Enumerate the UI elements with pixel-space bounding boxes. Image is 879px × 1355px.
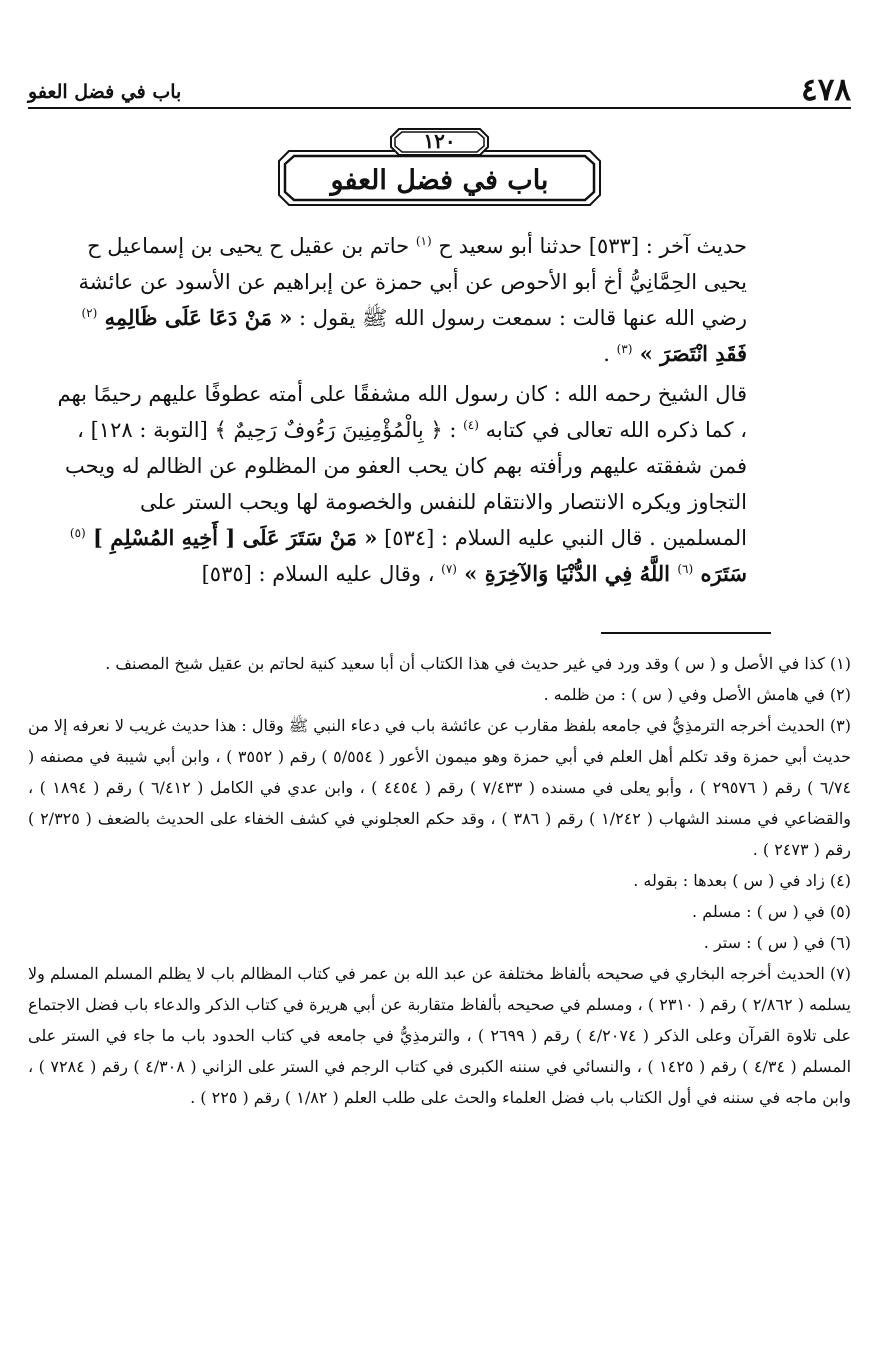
chapter-title: باب في فضل العفو: [330, 165, 549, 196]
hadith-text: فَقَدِ انْتَصَرَ »: [632, 341, 747, 366]
text-run: حديث آخر : [٥٣٣] حدثنا أبو سعيد ح: [431, 234, 747, 258]
paragraph-1: [50, 228, 747, 372]
footnote-separator: [601, 632, 771, 634]
text-run: .: [603, 342, 617, 366]
text-run: : ﴿ بِالْمُؤْمِنِينَ رَءُوفٌ رَحِيمٌ ﴾ [التوبة : ١٢٨] ، فمن شفقته عليهم ورأفته بهم كان يحب العفو من المظلوم عن الظالم له ويحب التجاوز ويكره الانتصار والانتقام للنفس والخصومة لها ويحب الستر على المسلمين . قال النبي عليه السلام : [٥٣٤]: [65, 418, 747, 550]
footnote-ref: (٧): [441, 562, 457, 576]
hadith-text: « مَنْ دَعَا عَلَى ظَالِمِهِ: [97, 305, 293, 330]
footnote-ref: (٦): [677, 562, 694, 576]
chapter-heading-frame: [275, 125, 604, 207]
hadith-text: « مَنْ سَتَرَ عَلَى [ أَخِيهِ المُسْلِمِ ]: [85, 525, 378, 550]
footnote-ref: (١): [415, 234, 432, 248]
footnote-7: (٧) الحديث أخرجه البخاري في صحيحه بألفاظ مختلفة عن عبد الله بن عمر في كتاب المظالم باب لا يظلم المسلم المسلم ولا يسلمه ( ٢/٨٦٢ ) رقم ( ٢٣١٠ ) ، ومسلم في صحيحه بألفاظ متقاربة عن أبي هريرة في كتاب الذكر والدعاء باب فضل الاجتماع على تلاوة القرآن وعلى الذكر ( ٤/٢٠٧٤ ) رقم ( ٢٦٩٩ ) ، والترمذِيُّ في جامعه في كتاب الحدود باب ما جاء في الستر على المسلم ( ٤/٣٤ ) رقم ( ١٤٢٥ ) ، والنسائي في سننه الكبرى في كتاب الرجم في الستر على الزاني ( ٤/٣٠٨ ) رقم ( ٧٢٨٤ ) ، وابن ماجه في سننه في أول الكتاب باب فضل العلماء والحث على طلب العلم ( ١/٨٢ ) رقم ( ٢٢٥ ) .: [28, 964, 852, 1107]
footnote-6: (٦) في ( س ) : ستر .: [703, 933, 851, 952]
footnote-ref: (٣): [616, 342, 633, 356]
footnote-2: (٢) في هامش الأصل وفي ( س ) : من ظلمه .: [543, 685, 851, 704]
running-title: باب في فضل العفو: [28, 81, 182, 103]
paragraph-2: [50, 376, 747, 592]
footnote-ref: (٤): [463, 418, 479, 432]
running-head: [28, 64, 851, 106]
text-run: قال الشيخ رحمه الله : كان رسول الله مشفقًا على أمته عطوفًا عليهم رحيمًا بهم ، كما ذكره الله تعالى في كتابه: [57, 382, 747, 442]
header-rule: [28, 107, 851, 109]
text-run: ، وقال عليه السلام : [٥٣٥]: [201, 562, 442, 586]
footnotes: [28, 648, 851, 1113]
footnote-4: (٤) زاد في ( س ) بعدها : بقوله .: [633, 871, 851, 890]
footnote-ref: (٥): [69, 526, 86, 540]
hadith-text: سَتَرَه: [693, 561, 747, 586]
main-text: [50, 228, 747, 592]
footnote-3: (٣) الحديث أخرجه الترمذِيُّ في جامعه بلفظ مقارب عن عائشة باب في دعاء النبي ﷺ وقال : هذا حديث غريب لا نعرفه إلا من حديث أبي حمزة وقد تكلم أهل العلم في أبي حمزة وهو ميمون الأعور ( ٥/٥٥٤ ) رقم ( ٣٥٥٢ ) ، وابن أبي شيبة في مصنفه ( ٦/٧٤ ) رقم ( ٢٩٥٧٦ ) ، وأبو يعلى في مسنده ( ٧/٤٣٣ ) رقم ( ٤٤٥٤ ) ، وابن عدي في الكامل ( ٦/٤١٢ ) رقم ( ١٨٩٤ ) ، والقضاعي في مسند الشهاب ( ١/٢٤٢ ) رقم ( ٣٨٦ ) ، وقد حكم العجلوني في كشف الخفاء على الحديث بالضعف ( ٢/٣٢٥ ) رقم ( ٢٤٧٣ ) .: [28, 716, 852, 859]
footnote-ref: (٢): [81, 306, 98, 320]
footnote-5: (٥) في ( س ) : مسلم .: [692, 902, 851, 921]
hadith-text: اللَّهُ فِي الدُّنْيَا وَالآخِرَةِ »: [456, 561, 678, 586]
chapter-number: ١٢٠: [423, 129, 456, 153]
footnote-1: (١) كذا في الأصل و ( س ) وقد ورد في غير حديث في هذا الكتاب أن أبا سعيد كنية لحاتم بن عقيل شيخ المصنف .: [105, 654, 851, 673]
text-run: حاتم بن عقيل ح يحيى بن إسماعيل ح يحيى الحِمَّانِيُّ أخ أبو الأحوص عن أبي حمزة عن إبراهيم عن الأسود عن عائشة رضي الله عنها قالت : سمعت رسول الله ﷺ يقول :: [78, 234, 747, 330]
page-number: ٤٧٨: [801, 72, 851, 108]
